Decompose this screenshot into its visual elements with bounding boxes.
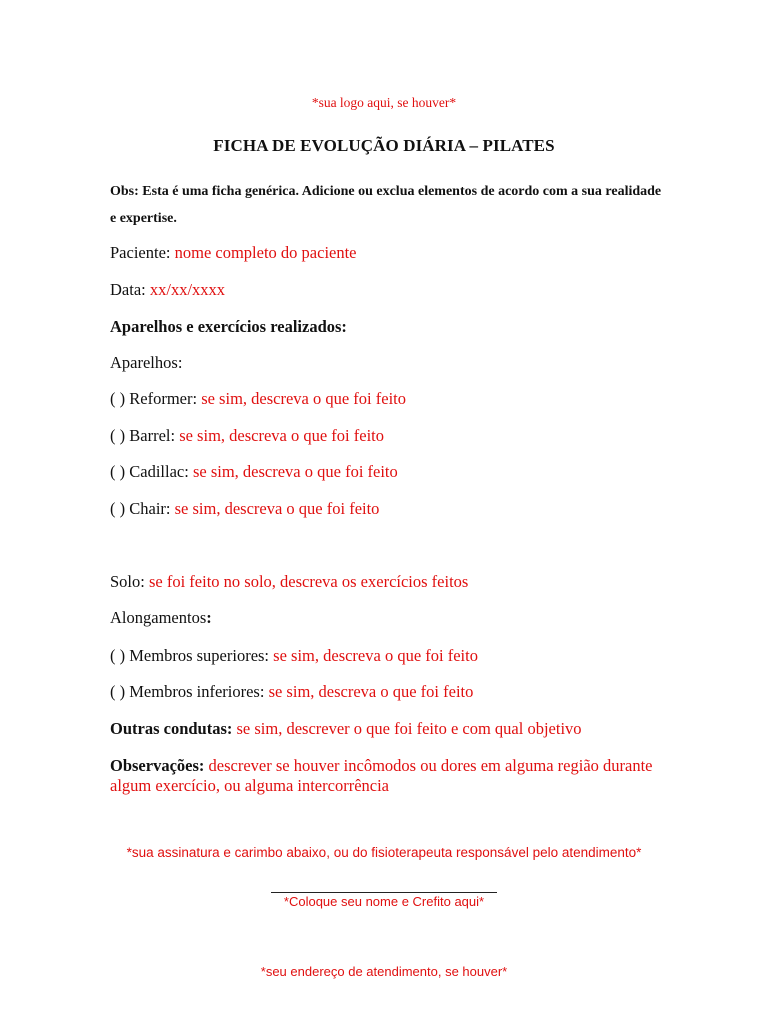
date-label: Data: bbox=[110, 280, 146, 299]
upper-limbs-description-field[interactable]: se sim, descreva o que foi feito bbox=[273, 646, 478, 665]
solo-line bbox=[110, 572, 468, 592]
reformer-description-field[interactable]: se sim, descreva o que foi feito bbox=[201, 389, 406, 408]
patient-label: Paciente: bbox=[110, 243, 171, 262]
chair-description-field[interactable]: se sim, descreva o que foi feito bbox=[174, 499, 380, 518]
generic-form-note: Obs: Esta é uma ficha genérica. Adicione ou exclua elementos de acordo com a sua realidade e expertise. bbox=[110, 184, 662, 226]
stretching-heading-colon: : bbox=[206, 608, 212, 627]
barrel-description-field[interactable]: se sim, descreva o que foi feito bbox=[179, 426, 384, 445]
stretching-heading bbox=[110, 608, 212, 628]
address-note: *seu endereço de atendimento, se houver* bbox=[260, 964, 508, 979]
other-conduct-field[interactable]: se sim, descrever o que foi feito e com qual objetivo bbox=[236, 719, 582, 738]
reformer-checkbox[interactable]: ( ) bbox=[110, 389, 126, 408]
upper-limbs-checkbox[interactable]: ( ) bbox=[110, 646, 126, 665]
reformer-label: Reformer: bbox=[129, 389, 198, 408]
stretching-item-lower bbox=[110, 682, 473, 702]
upper-limbs-label: Membros superiores: bbox=[129, 646, 270, 665]
apparatus-item-chair bbox=[110, 499, 379, 519]
crefito-note: *Coloque seu nome e Crefito aqui* bbox=[283, 894, 485, 909]
section-heading-text: Aparelhos e exercícios realizados: bbox=[110, 317, 347, 336]
apparatus-item-barrel bbox=[110, 426, 384, 446]
stretching-heading-text: Alongamentos bbox=[110, 608, 207, 627]
cadillac-checkbox[interactable]: ( ) bbox=[110, 462, 126, 481]
cadillac-label: Cadillac: bbox=[129, 462, 189, 481]
signature-line bbox=[271, 892, 497, 893]
lower-limbs-label: Membros inferiores: bbox=[129, 682, 265, 701]
other-conduct-line bbox=[110, 719, 582, 739]
section-heading bbox=[110, 317, 347, 337]
observations-field[interactable]: descrever se houver incômodos ou dores em alguma região durante algum exercício, ou alguma intercorrência bbox=[110, 756, 653, 795]
observations-label: Observações: bbox=[110, 756, 205, 775]
logo-placeholder-note: *sua logo aqui, se houver* bbox=[311, 95, 457, 110]
chair-checkbox[interactable]: ( ) bbox=[110, 499, 126, 518]
barrel-checkbox[interactable]: ( ) bbox=[110, 426, 126, 445]
apparatus-heading: Aparelhos: bbox=[110, 353, 183, 372]
patient-name-field[interactable]: nome completo do paciente bbox=[174, 243, 357, 262]
date-line bbox=[110, 280, 225, 300]
lower-limbs-description-field[interactable]: se sim, descreva o que foi feito bbox=[268, 682, 474, 701]
solo-description-field[interactable]: se foi feito no solo, descreva os exercícios feitos bbox=[148, 572, 469, 591]
lower-limbs-checkbox[interactable]: ( ) bbox=[110, 682, 126, 701]
observations-block bbox=[110, 756, 670, 796]
signature-note: *sua assinatura e carimbo abaixo, ou do fisioterapeuta responsável pelo atendimento* bbox=[126, 845, 642, 860]
patient-line bbox=[110, 243, 357, 263]
date-field[interactable]: xx/xx/xxxx bbox=[149, 280, 226, 299]
other-conduct-label: Outras condutas: bbox=[110, 719, 233, 738]
document-title: FICHA DE EVOLUÇÃO DIÁRIA – PILATES bbox=[213, 136, 555, 155]
barrel-label: Barrel: bbox=[129, 426, 176, 445]
solo-label: Solo: bbox=[110, 572, 145, 591]
apparatus-item-reformer bbox=[110, 389, 406, 409]
stretching-item-upper bbox=[110, 646, 478, 666]
cadillac-description-field[interactable]: se sim, descreva o que foi feito bbox=[192, 462, 398, 481]
apparatus-item-cadillac bbox=[110, 462, 398, 482]
chair-label: Chair: bbox=[129, 499, 171, 518]
